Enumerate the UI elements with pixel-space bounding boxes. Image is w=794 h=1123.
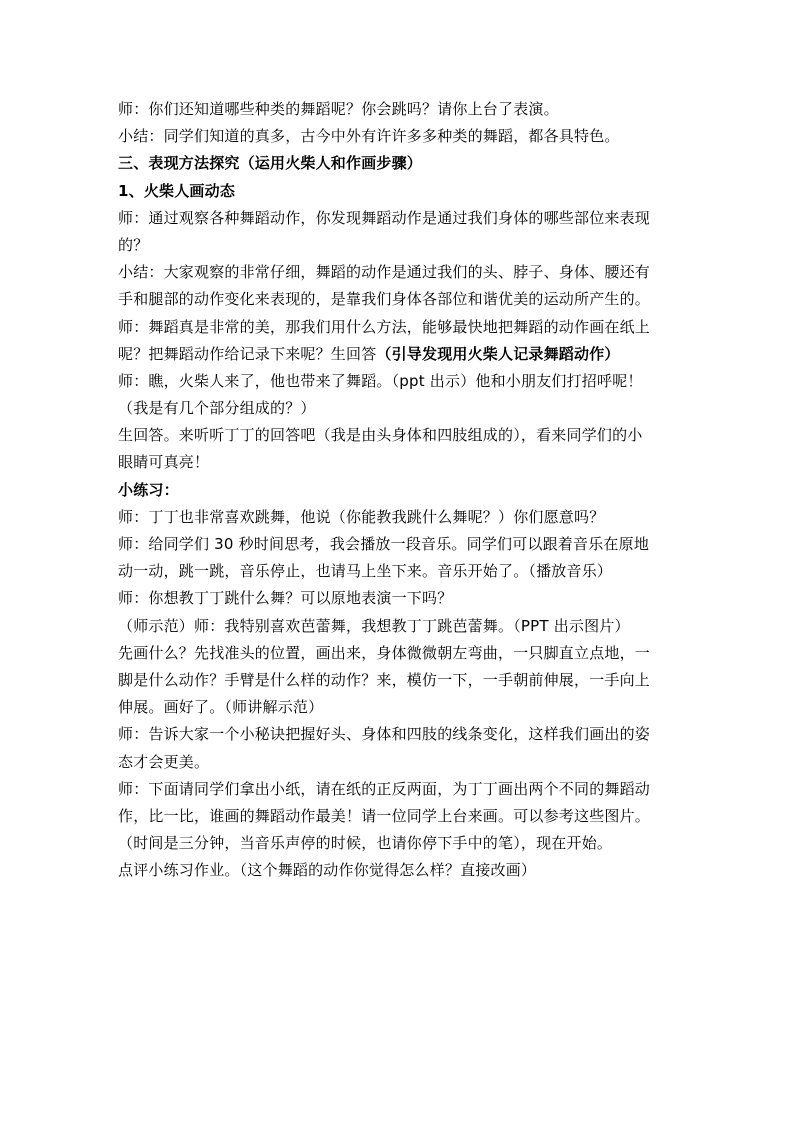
paragraph-line: 师：给同学们 30 秒时间思考，我会播放一段音乐。同学们可以跟着音乐在原地 [118,535,650,553]
paragraph-line: 态才会更美。 [118,752,210,771]
paragraph-text: 呢？把舞蹈动作给记录下来呢？生回答 [118,344,377,363]
paragraph-line: （我是有几个部分组成的？） [118,399,316,418]
paragraph-line: 师：瞧，火柴人来了，他也带来了舞蹈。（ppt 出示）他和小朋友们打招呼呢！ [118,371,643,390]
paragraph-line: 师：舞蹈真是非常的美，那我们用什么方法，能够最快地把舞蹈的动作画在纸上 [118,317,651,336]
paragraph-line: 的？ [118,235,149,254]
subsection-heading: 1、火柴人画动态 [118,181,236,200]
paragraph-line: 师：下面请同学们拿出小纸，请在纸的正反两面，为丁丁画出两个不同的舞蹈动 [118,779,651,798]
paragraph-line: （时间是三分钟，当音乐声停的时候，也请你停下手中的笔），现在开始。 [118,834,613,853]
paragraph-line: 伸展。画好了。（师讲解示范） [118,698,324,717]
paragraph-line: 师：通过观察各种舞蹈动作，你发现舞蹈动作是通过我们身体的哪些部位来表现 [118,208,651,227]
section-heading: 三、表现方法探究（运用火柴人和作画步骤） [118,154,423,173]
paragraph-line: 小结：大家观察的非常仔细，舞蹈的动作是通过我们的头、脖子、身体、腰还有 [118,263,651,282]
paragraph-line: 眼睛可真亮！ [118,453,210,472]
paragraph-line: 生回答。来听听丁丁的回答吧（我是由头身体和四肢组成的），看来同学们的小 [118,426,643,445]
paragraph-line: 作，比一比，谁画的舞蹈动作最美！请一位同学上台来画。可以参考这些图片。 [118,806,651,825]
emphasis-text: （引导发现用火柴人记录舞蹈动作） [376,344,620,363]
paragraph-line [118,341,678,368]
paragraph-line: 师：你想教丁丁跳什么舞？可以原地表演一下吗？ [118,589,453,608]
paragraph-line: 点评小练习作业。（这个舞蹈的动作你觉得怎么样？直接改画） [118,861,537,880]
paragraph-line: （师示范）师：我特别喜欢芭蕾舞，我想教丁丁跳芭蕾舞。（PPT 出示图片） [118,616,630,635]
paragraph-line: 动一动，跳一跳，音乐停止，也请马上坐下来。音乐开始了。（播放音乐） [118,562,613,581]
subsection-heading: 小练习： [118,480,179,499]
paragraph-line: 师：你们还知道哪些种类的舞蹈呢？你会跳吗？请你上台了表演。 [118,100,559,118]
paragraph-line: 师：丁丁也非常喜欢跳舞，他说（你能教我跳什么舞呢？）你们愿意吗？ [118,507,605,526]
paragraph-line: 脚是什么动作？手臂是什么样的动作？来，模仿一下，一手朝前伸展，一手向上 [118,670,651,689]
paragraph-line: 小结：同学们知道的真多，古今中外有许许多多种类的舞蹈，都各具特色。 [118,127,620,146]
document-body [118,96,678,884]
paragraph-line: 手和腿部的动作变化来表现的，是靠我们身体各部位和谐优美的运动所产生的。 [118,290,651,309]
paragraph-line: 先画什么？先找准头的位置，画出来，身体微微朝左弯曲，一只脚直立点地，一 [118,643,651,662]
paragraph-line: 师：告诉大家一个小秘诀把握好头、身体和四肢的线条变化，这样我们画出的姿 [118,725,651,744]
